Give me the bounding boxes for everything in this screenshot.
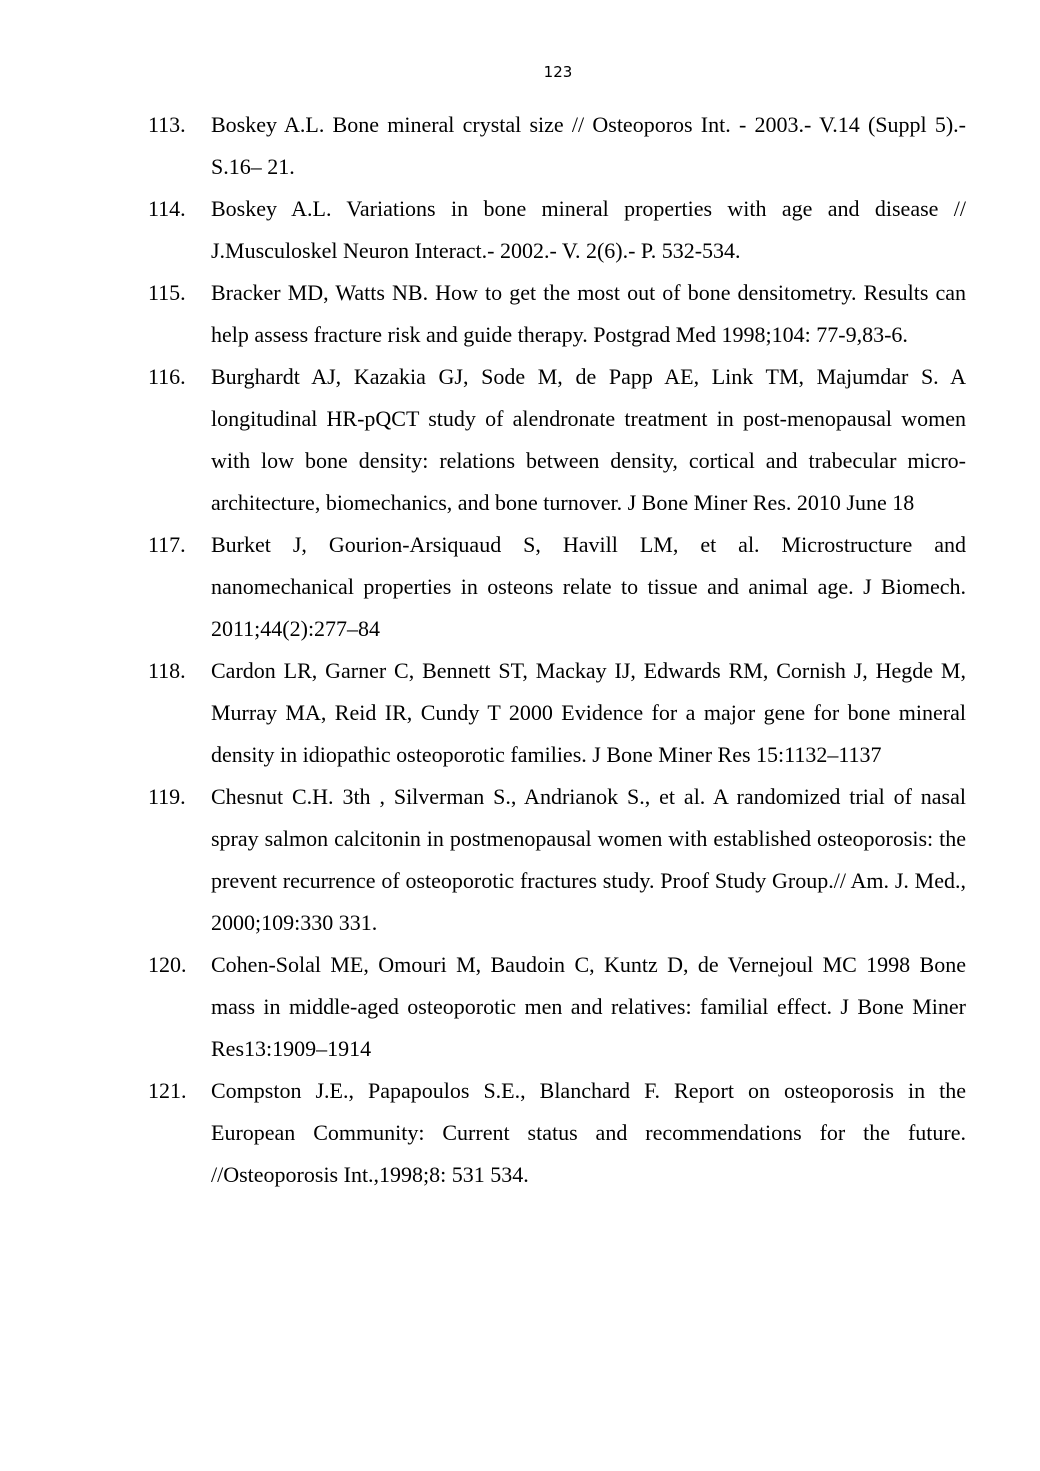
reference-item xyxy=(148,650,966,776)
reference-text: Bracker MD, Watts NB. How to get the most out of bone densitometry. Results can help assess fracture risk and guide therapy. Postgrad Med 1998;104: 77-9,83-6. xyxy=(211,280,966,347)
reference-number: 115. xyxy=(148,280,186,305)
reference-text: Cardon LR, Garner C, Bennett ST, Mackay IJ, Edwards RM, Cornish J, Hegde M, Murray MA, Reid IR, Cundy T 2000 Evidence for a major gene for bone mineral density in idiopathic osteoporotic families. J Bone Miner Res 15:1132–1137 xyxy=(211,658,966,767)
reference-number: 113. xyxy=(148,112,186,137)
reference-list xyxy=(148,104,966,1196)
reference-number: 118. xyxy=(148,658,186,683)
reference-text: Burket J, Gourion-Arsiquaud S, Havill LM, et al. Microstructure and nanomechanical properties in osteons relate to tissue and animal age. J Biomech. 2011;44(2):277–84 xyxy=(211,532,966,641)
reference-number: 119. xyxy=(148,784,186,809)
page-number: 123 xyxy=(543,63,573,81)
reference-text: Burghardt AJ, Kazakia GJ, Sode M, de Papp AE, Link TM, Majumdar S. A longitudinal HR-pQCT study of alendronate treatment in post-menopausal women with low bone density: relations between density, cortical and trabecular micro-architecture, biomechanics, and bone turnover. J Bone Miner Res. 2010 June 18 xyxy=(211,364,966,515)
reference-item xyxy=(148,524,966,650)
reference-text: Chesnut C.H. 3th , Silverman S., Andrianok S., et al. A randomized trial of nasal spray salmon calcitonin in postmenopausal women with established osteoporosis: the prevent recurrence of osteoporotic fractures study. Proof Study Group.// Am. J. Med., 2000;109:330 331. xyxy=(211,784,966,935)
reference-number: 114. xyxy=(148,196,186,221)
reference-item xyxy=(148,272,966,356)
reference-text: Boskey A.L. Variations in bone mineral properties with age and disease // J.Musculoskel Neuron Interact.- 2002.- V. 2(6).- P. 532-534. xyxy=(211,196,966,263)
reference-item xyxy=(148,356,966,524)
reference-item xyxy=(148,104,966,188)
reference-text: Cohen-Solal ME, Omouri M, Baudoin C, Kuntz D, de Vernejoul MC 1998 Bone mass in middle-aged osteoporotic men and relatives: familial effect. J Bone Miner Res13:1909–1914 xyxy=(211,952,966,1061)
reference-number: 117. xyxy=(148,532,186,557)
reference-item xyxy=(148,944,966,1070)
reference-text: Compston J.E., Papapoulos S.E., Blanchard F. Report on osteoporosis in the European Community: Current status and recommendations for the future. //Osteoporosis Int.,1998;8: 531 534. xyxy=(211,1078,966,1187)
reference-item xyxy=(148,1070,966,1196)
reference-number: 121. xyxy=(148,1078,187,1103)
reference-item xyxy=(148,188,966,272)
reference-number: 120. xyxy=(148,952,187,977)
reference-item xyxy=(148,776,966,944)
reference-text: Boskey A.L. Bone mineral crystal size // Osteoporos Int. - 2003.- V.14 (Suppl 5).- S.16– 21. xyxy=(211,112,966,179)
reference-number: 116. xyxy=(148,364,186,389)
